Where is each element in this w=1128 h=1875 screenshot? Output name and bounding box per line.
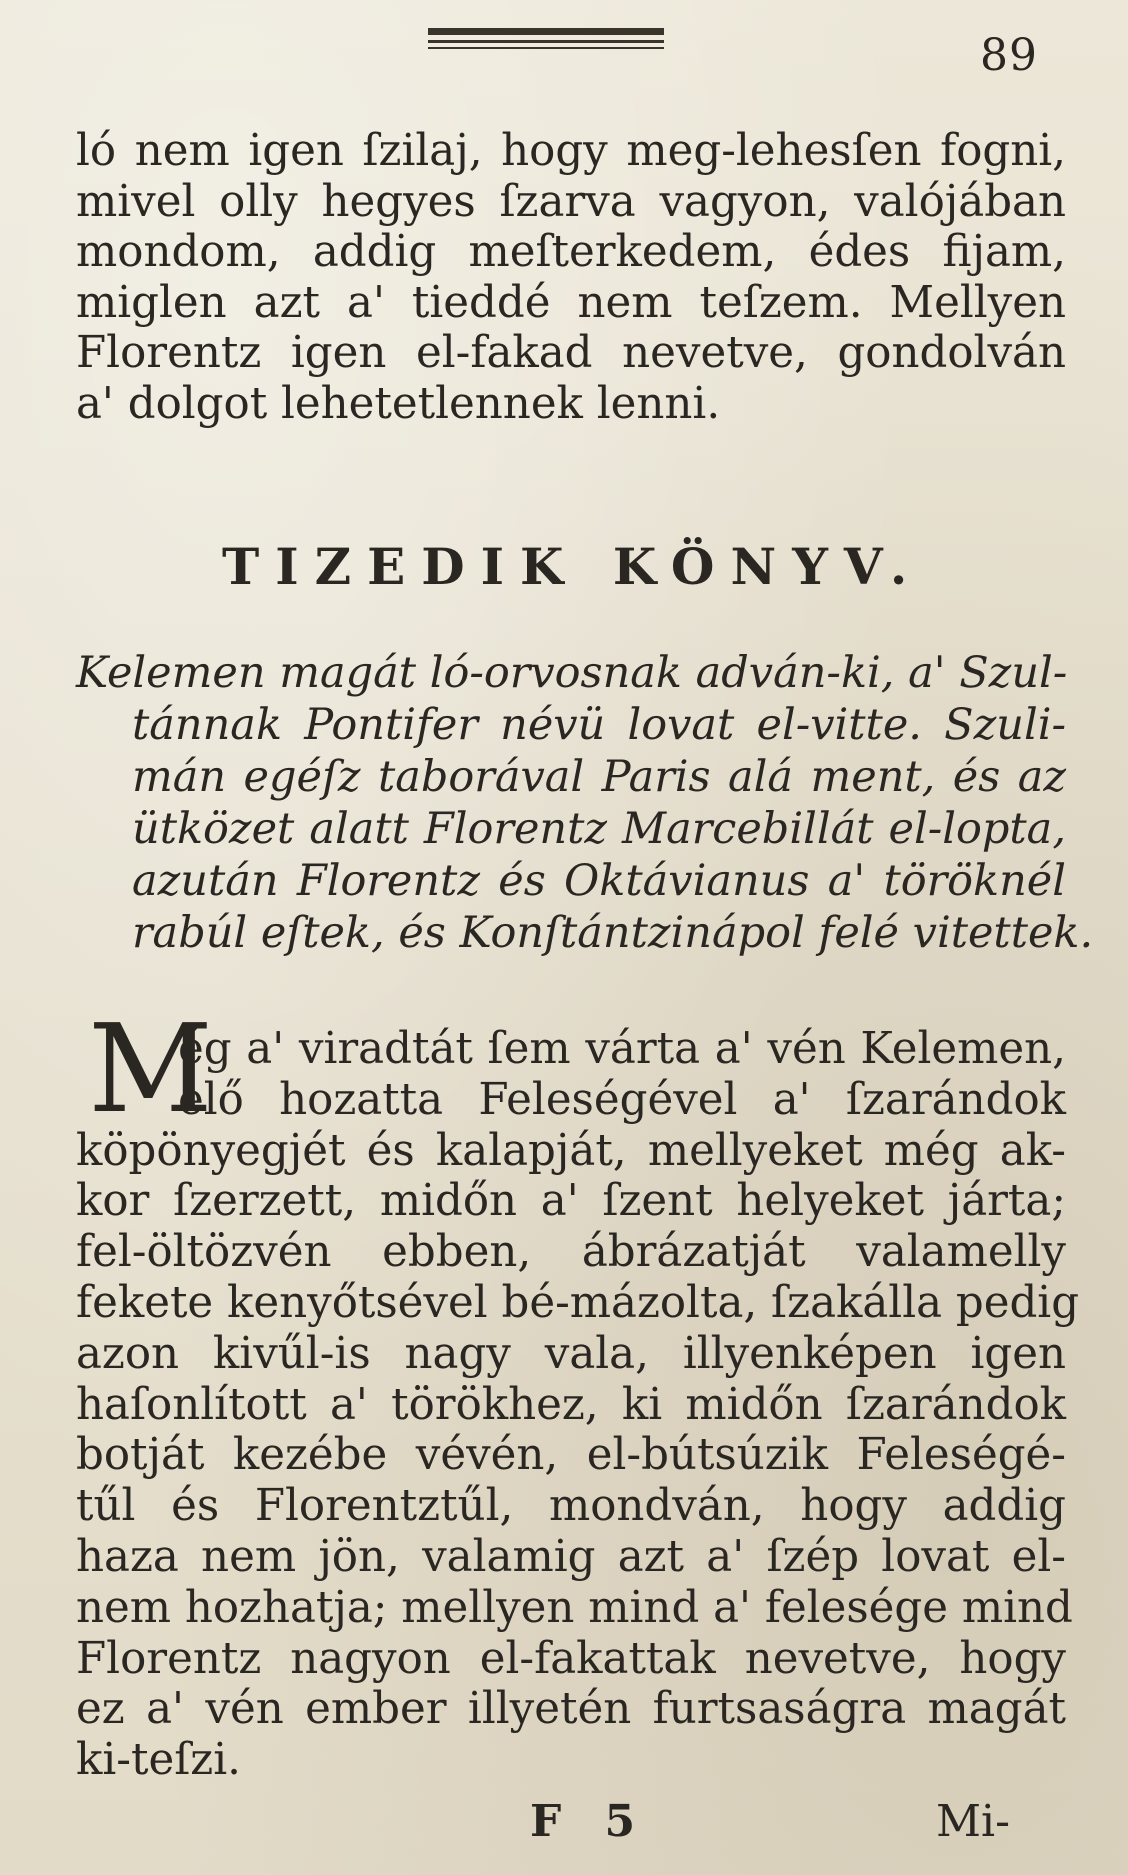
text-line: Florentz nagyon el-fakattak nevetve, hogy <box>76 1633 1066 1684</box>
main-paragraph <box>76 1024 1080 1786</box>
header-rule-middle <box>428 40 664 43</box>
text-line: haza nem jön, valamig azt a' ſzép lovat el- <box>76 1531 1066 1582</box>
text-line: a' dolgot lehetetlennek lenni. <box>76 378 721 429</box>
chapter-summary <box>76 647 1094 959</box>
summary-line: rabúl eſtek, és Konſtántzinápol felé vitettek. <box>132 908 1094 958</box>
text-line: köpönyegjét és kalapját, mellyeket még ak- <box>76 1125 1066 1176</box>
text-line: Florentz igen el-fakad nevetve, gondolván <box>76 328 1066 378</box>
header-rule-ornament <box>428 28 664 54</box>
drop-cap: M <box>88 998 213 1140</box>
text-line: miglen azt a' tieddé nem teſzem. Mellyen <box>76 277 1066 328</box>
summary-line: azután Florentz és Oktávianus a' töröknél <box>132 856 1066 906</box>
text-line: ki-teſzi. <box>76 1735 241 1786</box>
opening-paragraph <box>76 126 1066 429</box>
summary-line: mán egéſz taborával Paris alá ment, és az <box>132 752 1066 802</box>
text-line: azon kivűl-is nagy vala, illyenképen igen <box>76 1328 1066 1379</box>
header-rule-thin <box>428 47 664 49</box>
text-line: mivel olly hegyes ſzarva vagyon, valójában <box>76 176 1066 227</box>
header-rule-thick <box>428 28 664 35</box>
summary-line: ütközet alatt Florentz Marcebillát el-lopta, <box>132 804 1066 854</box>
text-line: mondom, addig meſterkedem, édes fijam, <box>76 227 1066 277</box>
summary-line: Kelemen magát ló-orvosnak adván-ki, a' Szul- <box>76 648 1068 698</box>
text-line: tűl és Florentztűl, mondván, hogy addig <box>76 1481 1066 1532</box>
text-line: kor ſzerzett, midőn a' ſzent helyeket járta; <box>76 1176 1066 1227</box>
text-line: ég a' viradtát ſem várta a' vén Kelemen, <box>178 1024 1066 1074</box>
text-line: nem hozhatja; mellyen mind a' felesége mind <box>76 1582 1073 1633</box>
page-number: 89 <box>980 30 1038 81</box>
text-line: ló nem igen ſzilaj, hogy meg-lehesſen fogni, <box>76 126 1066 176</box>
catchword: Mi- <box>936 1796 1010 1847</box>
text-line: elő hozatta Feleségével a' ſzarándok <box>178 1074 1066 1125</box>
text-line: botját kezébe vévén, el-bútsúzik Feleségé- <box>76 1430 1066 1481</box>
text-line: fekete kenyőtsével bé-mázolta, ſzakálla pedig <box>76 1277 1080 1328</box>
text-line: ez a' vén ember illyetén furtsaságra magát <box>76 1684 1066 1735</box>
text-line: fel-öltözvén ebben, ábrázatját valamelly <box>76 1227 1066 1278</box>
text-line: haſonlított a' törökhez, ki midőn ſzarándok <box>76 1379 1066 1430</box>
summary-line: tánnak Pontifer névü lovat el-vitte. Szuli- <box>132 700 1066 750</box>
signature-mark: F 5 <box>530 1796 650 1847</box>
chapter-title: TIZEDIK KÖNYV. <box>222 537 924 596</box>
